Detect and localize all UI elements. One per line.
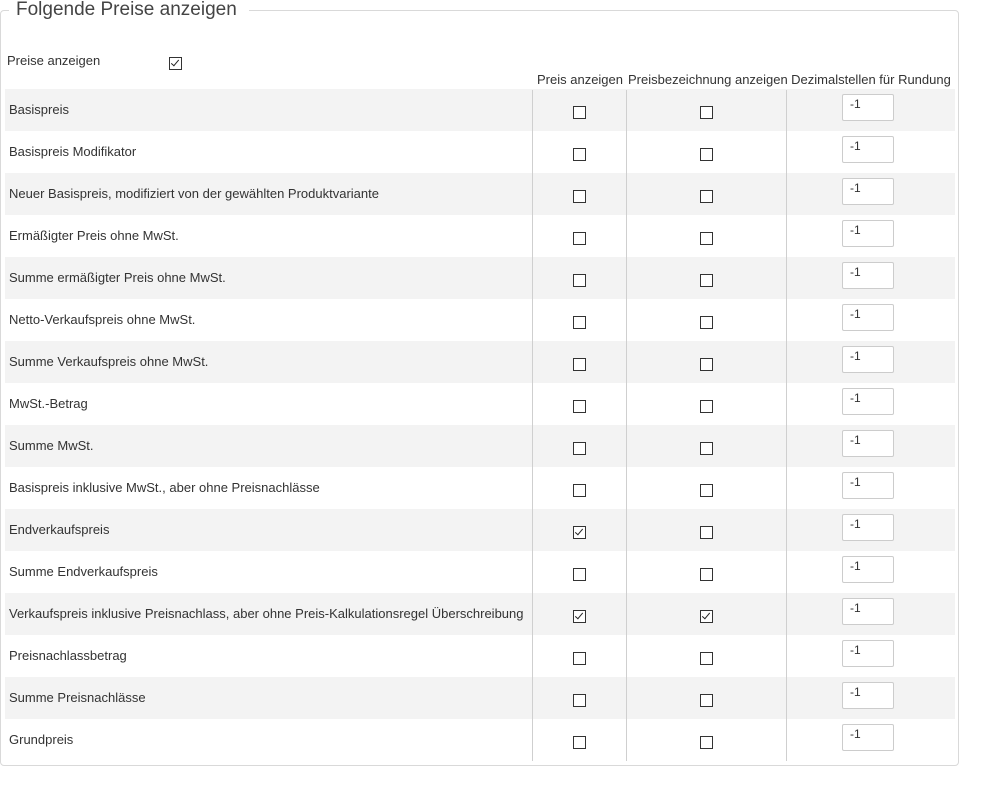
table-row — [5, 173, 955, 215]
column-divider — [786, 90, 787, 761]
show-label-checkbox[interactable] — [700, 400, 713, 413]
price-type-label: Preisnachlassbetrag — [9, 648, 127, 663]
table-row — [5, 719, 955, 761]
show-label-checkbox[interactable] — [700, 526, 713, 539]
price-type-label: Grundpreis — [9, 732, 74, 747]
show-price-checkbox[interactable] — [573, 526, 586, 539]
show-label-checkbox[interactable] — [700, 694, 713, 707]
price-type-label: Summe ermäßigter Preis ohne MwSt. — [9, 270, 226, 285]
price-type-label: Summe Endverkaufspreis — [9, 564, 158, 579]
decimals-input[interactable] — [842, 178, 894, 205]
decimals-input[interactable] — [842, 220, 894, 247]
show-price-checkbox[interactable] — [573, 400, 586, 413]
show-price-checkbox[interactable] — [573, 148, 586, 161]
column-divider — [626, 90, 627, 761]
decimals-input[interactable] — [842, 136, 894, 163]
decimals-input[interactable] — [842, 598, 894, 625]
table-row — [5, 677, 955, 719]
show-price-checkbox[interactable] — [573, 568, 586, 581]
fieldset-legend: Folgende Preise anzeigen — [9, 0, 245, 22]
table-row — [5, 89, 955, 131]
show-price-checkbox[interactable] — [573, 232, 586, 245]
column-header-show-label: Preisbezeichnung anzeigen — [628, 72, 788, 87]
show-label-checkbox[interactable] — [700, 610, 713, 623]
show-price-checkbox[interactable] — [573, 610, 586, 623]
table-row — [5, 341, 955, 383]
show-price-checkbox[interactable] — [573, 694, 586, 707]
show-prices-checkbox[interactable] — [169, 57, 182, 70]
decimals-input[interactable] — [842, 640, 894, 667]
price-type-label: Ermäßigter Preis ohne MwSt. — [9, 228, 179, 243]
table-row — [5, 425, 955, 467]
table-row — [5, 215, 955, 257]
show-label-checkbox[interactable] — [700, 442, 713, 455]
show-price-checkbox[interactable] — [573, 316, 586, 329]
price-type-label: Basispreis — [9, 102, 69, 117]
price-type-label: Endverkaufspreis — [9, 522, 110, 537]
column-header-show-price: Preis anzeigen — [537, 72, 623, 87]
decimals-input[interactable] — [842, 682, 894, 709]
show-label-checkbox[interactable] — [700, 106, 713, 119]
decimals-input[interactable] — [842, 724, 894, 751]
price-type-label: Basispreis Modifikator — [9, 144, 137, 159]
table-row — [5, 299, 955, 341]
decimals-input[interactable] — [842, 472, 894, 499]
show-label-checkbox[interactable] — [700, 274, 713, 287]
decimals-input[interactable] — [842, 346, 894, 373]
table-row — [5, 131, 955, 173]
table-row — [5, 551, 955, 593]
decimals-input[interactable] — [842, 430, 894, 457]
checkmark-icon — [702, 611, 710, 620]
decimals-input[interactable] — [842, 94, 894, 121]
table-row — [5, 383, 955, 425]
decimals-input[interactable] — [842, 388, 894, 415]
show-price-checkbox[interactable] — [573, 274, 586, 287]
show-price-checkbox[interactable] — [573, 358, 586, 371]
show-label-checkbox[interactable] — [700, 316, 713, 329]
table-row — [5, 509, 955, 551]
checkmark-icon — [171, 58, 179, 67]
show-label-checkbox[interactable] — [700, 232, 713, 245]
price-type-label: Netto-Verkaufspreis ohne MwSt. — [9, 312, 196, 327]
show-label-checkbox[interactable] — [700, 484, 713, 497]
show-price-checkbox[interactable] — [573, 484, 586, 497]
show-price-checkbox[interactable] — [573, 736, 586, 749]
show-label-checkbox[interactable] — [700, 358, 713, 371]
decimals-input[interactable] — [842, 304, 894, 331]
show-label-checkbox[interactable] — [700, 652, 713, 665]
table-row — [5, 467, 955, 509]
price-type-label: Summe MwSt. — [9, 438, 94, 453]
price-type-label: MwSt.-Betrag — [9, 396, 88, 411]
show-price-checkbox[interactable] — [573, 652, 586, 665]
show-label-checkbox[interactable] — [700, 148, 713, 161]
show-price-checkbox[interactable] — [573, 190, 586, 203]
price-type-label: Summe Verkaufspreis ohne MwSt. — [9, 354, 209, 369]
column-header-decimals: Dezimalstellen für Rundung — [791, 72, 951, 87]
checkmark-icon — [575, 611, 583, 620]
price-type-label: Verkaufspreis inklusive Preisnachlass, aber ohne Preis-Kalkulationsregel Überschreibung — [9, 606, 524, 621]
decimals-input[interactable] — [842, 514, 894, 541]
column-divider — [532, 90, 533, 761]
decimals-input[interactable] — [842, 262, 894, 289]
price-type-label: Neuer Basispreis, modifiziert von der gewählten Produktvariante — [9, 186, 379, 201]
decimals-input[interactable] — [842, 556, 894, 583]
show-label-checkbox[interactable] — [700, 736, 713, 749]
table-row — [5, 593, 955, 635]
show-label-checkbox[interactable] — [700, 568, 713, 581]
checkmark-icon — [575, 527, 583, 536]
show-prices-label: Preise anzeigen — [7, 53, 101, 68]
price-type-label: Summe Preisnachlässe — [9, 690, 146, 705]
show-label-checkbox[interactable] — [700, 190, 713, 203]
show-price-checkbox[interactable] — [573, 106, 586, 119]
show-price-checkbox[interactable] — [573, 442, 586, 455]
table-row — [5, 635, 955, 677]
price-type-label: Basispreis inklusive MwSt., aber ohne Preisnachlässe — [9, 480, 320, 495]
table-row — [5, 257, 955, 299]
